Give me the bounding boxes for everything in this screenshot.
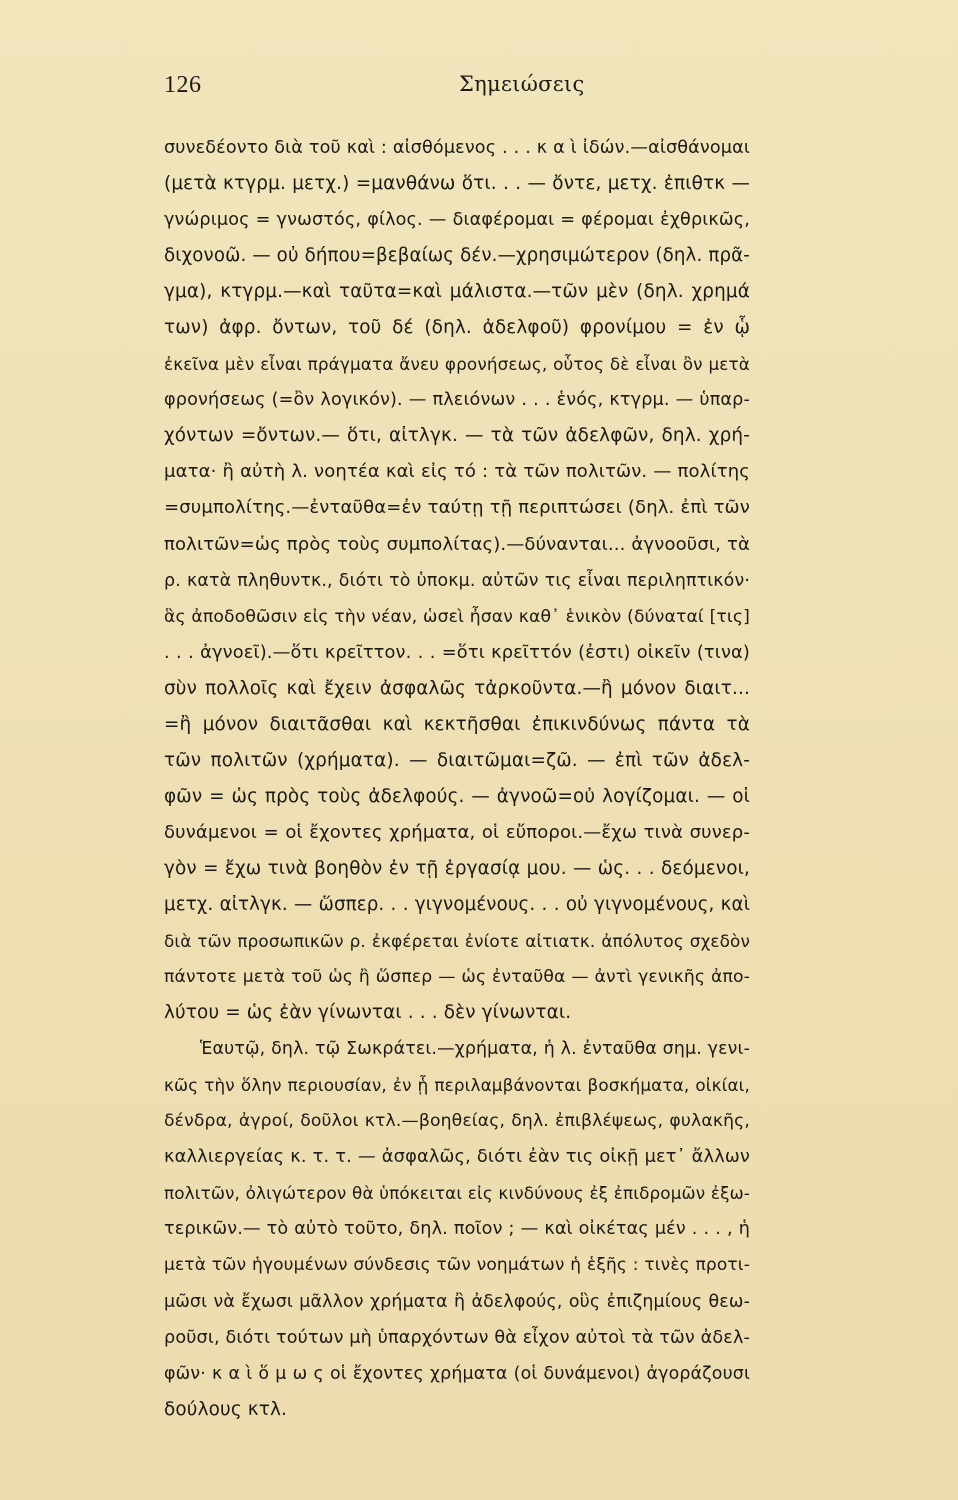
running-head: Σημειώσεις [459,72,585,96]
text-line: γὸν = ἔχω τινὰ βοηθὸν ἐν τῇ ἐργασίᾳ μου. — ὡς. . . δεόμενοι, [164,857,750,879]
text-line: πολιτῶν, ὀλιγώτερον θὰ ὑπόκειται εἰς κινδύνους ἐξ ἐπιδρομῶν ἐξω- [164,1183,750,1204]
text-line: των) ἀφρ. ὄντων, τοῦ δέ (δηλ. ἀδελφοῦ) φρονίμου = ἐν ᾧ [164,317,750,339]
page-header [164,72,740,104]
notes-text [164,130,750,1428]
text-line: δένδρα, ἀγροί, δοῦλοι κτλ.—βοηθείας, δηλ. ἐπιβλέψεως, φυλακῆς, [164,1111,750,1132]
text-line: ἐκεῖνα μὲν εἶναι πράγματα ἄνευ φρονήσεως, οὗτος δὲ εἶναι ὂν μετὰ [164,354,750,375]
text-line: διχονοῶ. — οὐ δήπου=βεβαίως δέν.—χρησιμώτερον (δηλ. πρᾶ- [164,245,750,267]
text-line: δούλους κτλ. [164,1398,288,1420]
text-line: φρονήσεως (=ὂν λογικόν). — πλειόνων . . . ἑνός, κτγρμ. — ὑπαρ- [164,390,750,411]
text-line: χόντων =ὄντων.— ὅτι, αἰτλγκ. — τὰ τῶν ἀδελφῶν, δηλ. χρή- [164,425,750,447]
text-line: ρ. κατὰ πληθυντκ., διότι τὸ ὑποκμ. αὐτῶν τις εἶναι περιληπτικόν· [164,570,750,591]
text-line: =συμπολίτης.—ἐνταῦθα=ἐν ταύτῃ τῇ περιπτώσει (δηλ. ἐπὶ τῶν [164,497,750,519]
text-line: λύτου = ὡς ἐὰν γίνωνται . . . δὲν γίνωνται. [164,1002,572,1024]
page-number: 126 [164,72,202,98]
text-line: κῶς τὴν ὅλην περιουσίαν, ἐν ᾗ περιλαμβάνονται βοσκήματα, οἰκίαι, [164,1075,750,1096]
text-line: φῶν = ὡς πρὸς τοὺς ἀδελφούς. — ἀγνοῶ=οὐ λογίζομαι. — οἱ [164,785,750,807]
text-line: πάντοτε μετὰ τοῦ ὡς ἢ ὥσπερ — ὡς ἐνταῦθα — ἀντὶ γενικῆς ἀπο- [164,967,750,988]
text-line: =ἢ μόνον διαιτᾶσθαι καὶ κεκτῆσθαι ἐπικινδύνως πάντα τὰ [164,713,750,735]
text-line: σὺν πολλοῖς καὶ ἔχειν ἀσφαλῶς τἀρκοῦντα.—ἢ μόνον διαιτ... [164,677,750,699]
text-line: ἃς ἀποδοθῶσιν εἰς τὴν νέαν, ὡσεὶ ἦσαν καθ᾽ ἑνικὸν (δύναταί [τις] [164,606,750,627]
text-line: φῶν· κ α ὶ ὅ μ ω ς οἱ ἔχοντες χρήματα (οἱ δυνάμενοι) ἀγοράζουσι [164,1363,750,1384]
text-line: μετχ. αἰτλγκ. — ὥσπερ. . . γιγνομένους. . . οὐ γιγνομένους, καὶ [164,893,750,915]
text-line: καλλιεργείας κ. τ. τ. — ἀσφαλῶς, διότι ἐὰν τις οἰκῇ μετ᾽ ἄλλων [164,1146,750,1168]
text-line: συνεδέοντο διὰ τοῦ καὶ : αἰσθόμενος . . . κ α ὶ ἰδών.—αἰσθάνομαι [164,138,750,158]
text-line: ροῦσι, διότι τούτων μὴ ὑπαρχόντων θὰ εἶχον αὐτοὶ τὰ τῶν ἀδελ- [164,1327,750,1348]
text-line: πολιτῶν=ὡς πρὸς τοὺς συμπολίτας).—δύνανται... ἀγνοοῦσι, τὰ [164,533,750,555]
text-line: τῶν πολιτῶν (χρήματα). — διαιτῶμαι=ζῶ. — ἐπὶ τῶν ἀδελ- [164,749,750,771]
text-line: μετὰ τῶν ἡγουμένων σύνδεσις τῶν νοημάτων ἡ ἑξῆς : τινὲς προτι- [164,1255,750,1276]
text-line: τερικῶν.— τὸ αὐτὸ τοῦτο, δηλ. ποῖον ; — καὶ οἰκέτας μέν . . . , ἡ [164,1219,750,1240]
text-line: (μετὰ κτγρμ. μετχ.) =μανθάνω ὅτι. . . — ὄντε, μετχ. ἐπιθτκ — [164,173,750,195]
text-line: μῶσι νὰ ἔχωσι μᾶλλον χρήματα ἢ ἀδελφούς, οὓς ἐπιζημίους θεω- [164,1291,750,1312]
text-line: Ἑαυτῷ, δηλ. τῷ Σωκράτει.—χρήματα, ἡ λ. ἐνταῦθα σημ. γενι- [200,1039,750,1060]
text-line: γνώριμος = γνωστός, φίλος. — διαφέρομαι = φέρομαι ἐχθρικῶς, [164,210,750,231]
text-line: . . . ἀγνοεῖ).—ὅτι κρεῖττον. . . =ὅτι κρεῖττόν (ἐστι) οἰκεῖν (τινα) [164,641,750,663]
text-line: διὰ τῶν προσωπικῶν ρ. ἐκφέρεται ἐνίοτε αἰτιατκ. ἀπόλυτος σχεδὸν [164,931,750,952]
text-line: γμα), κτγρμ.—καὶ ταῦτα=καὶ μάλιστα.—τῶν μὲν (δηλ. χρημά [164,281,750,303]
text-line: ματα· ἢ αὐτὴ λ. νοητέα καὶ εἰς τό : τὰ τῶν πολιτῶν. — πολίτης [164,461,750,483]
text-line: δυνάμενοι = οἱ ἔχοντες χρήματα, οἱ εὔποροι.—ἔχω τινὰ συνερ- [164,821,750,843]
